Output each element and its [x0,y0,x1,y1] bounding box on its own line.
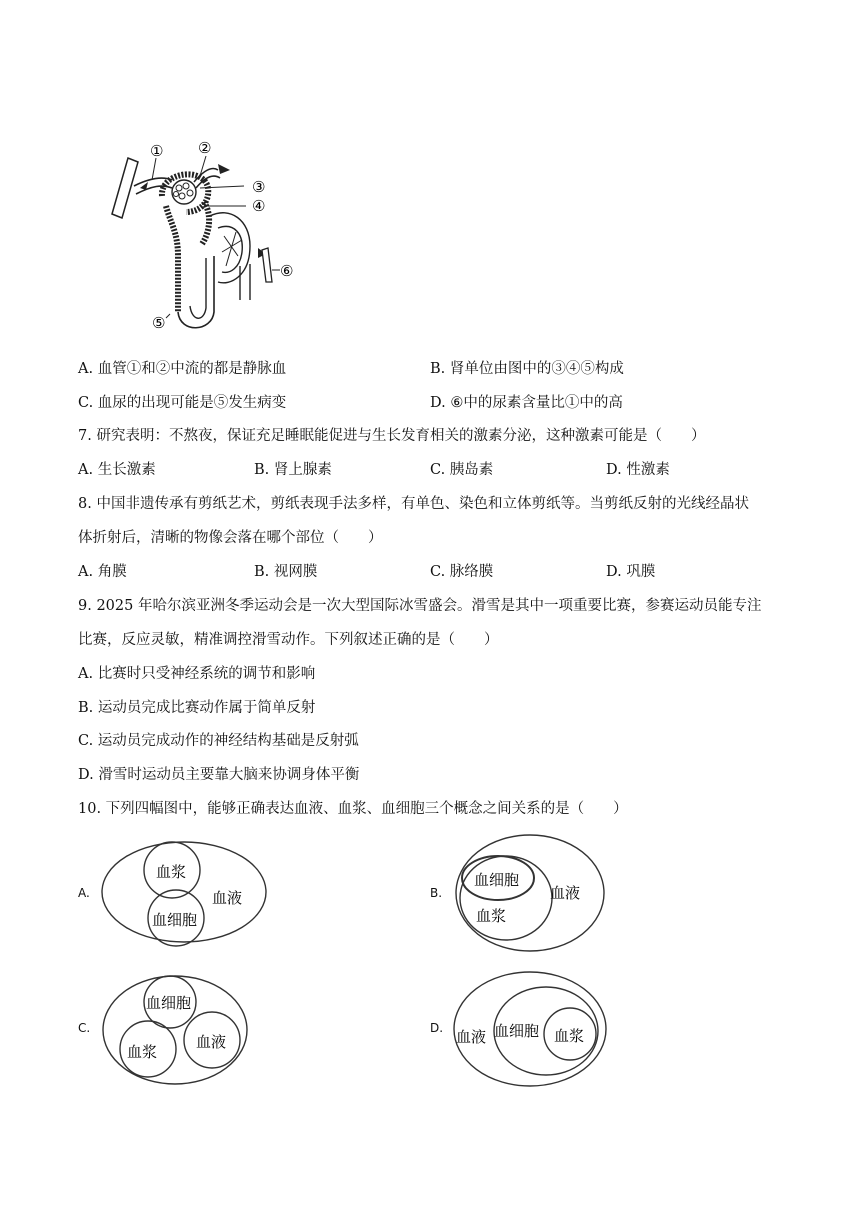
figure-label-4: ④ [252,197,266,215]
q10-diagram-c [100,972,250,1088]
q6-option-b: B. 肾单位由图中的③④⑤构成 [430,361,624,377]
diagram-d-blood: 血液 [456,1028,487,1046]
q8-option-a: A. 角膜 [78,564,127,580]
q7-option-b: B. 肾上腺素 [254,462,332,478]
q10-stem: 10. 下列四幅图中，能够正确表达血液、血浆、血细胞三个概念之间关系的是（ ） [78,801,628,817]
diagram-a-cells: 血细胞 [152,911,198,929]
diagram-c-plasma: 血浆 [127,1043,158,1061]
q7-stem: 7. 研究表明：不熬夜，保证充足睡眠能促进与生长发育相关的激素分泌，这种激素可能是（ ） [78,428,706,444]
q10-diagram-d [450,968,612,1090]
diagram-c-cells: 血细胞 [146,994,192,1012]
q10-option-c-letter: C. [78,1021,91,1035]
q9-option-c: C. 运动员完成动作的神经结构基础是反射弧 [78,733,359,749]
q10-diagram-b [450,830,610,956]
diagram-d-plasma: 血浆 [554,1027,585,1045]
q6-option-d: D. ⑥中的尿素含量比①中的高 [430,395,623,411]
figure-label-1: ① [150,142,164,160]
q9-option-a: A. 比赛时只受神经系统的调节和影响 [78,666,316,682]
diagram-a-blood: 血液 [212,889,243,907]
q8-option-b: B. 视网膜 [254,564,318,580]
q10-option-a-letter: A. [78,886,90,900]
diagram-c-blood: 血液 [196,1033,227,1051]
figure-label-2: ② [198,139,212,157]
q9-option-b: B. 运动员完成比赛动作属于简单反射 [78,700,316,716]
diagram-b-plasma: 血浆 [476,907,507,925]
figure-label-6: ⑥ [280,262,294,280]
q6-option-c: C. 血尿的出现可能是⑤发生病变 [78,395,287,411]
q9-option-d: D. 滑雪时运动员主要靠大脑来协调身体平衡 [78,767,360,783]
diagram-b-blood: 血液 [550,884,581,902]
q10-option-d-letter: D. [430,1021,444,1035]
diagram-a-plasma: 血浆 [156,863,187,881]
q10-diagram-a [94,836,274,948]
q8-stem-line1: 8. 中国非遗传承有剪纸艺术，剪纸表现手法多样，有单色、染色和立体剪纸等。当剪纸反射的光线经晶状 [78,496,749,512]
q10-option-b-letter: B. [430,886,443,900]
q7-option-d: D. 性激素 [606,462,670,478]
q8-stem-line2: 体折射后，清晰的物像会落在哪个部位（ ） [78,530,383,546]
nephron-figure [100,136,310,336]
diagram-b-cells: 血细胞 [474,871,520,889]
q8-option-d: D. 巩膜 [606,564,656,580]
figure-label-3: ③ [252,178,266,196]
q7-option-a: A. 生长激素 [78,462,156,478]
q7-option-c: C. 胰岛素 [430,462,494,478]
figure-label-5: ⑤ [152,314,166,332]
q9-stem-line2: 比赛，反应灵敏，精准调控滑雪动作。下列叙述正确的是（ ） [78,632,499,648]
q8-option-c: C. 脉络膜 [430,564,494,580]
q6-option-a: A. 血管①和②中流的都是静脉血 [78,361,287,377]
q9-stem-line1: 9. 2025 年哈尔滨亚洲冬季运动会是一次大型国际冰雪盛会。滑雪是其中一项重要比赛，参赛运动员能专注 [78,598,762,614]
diagram-d-cells: 血细胞 [494,1022,540,1040]
